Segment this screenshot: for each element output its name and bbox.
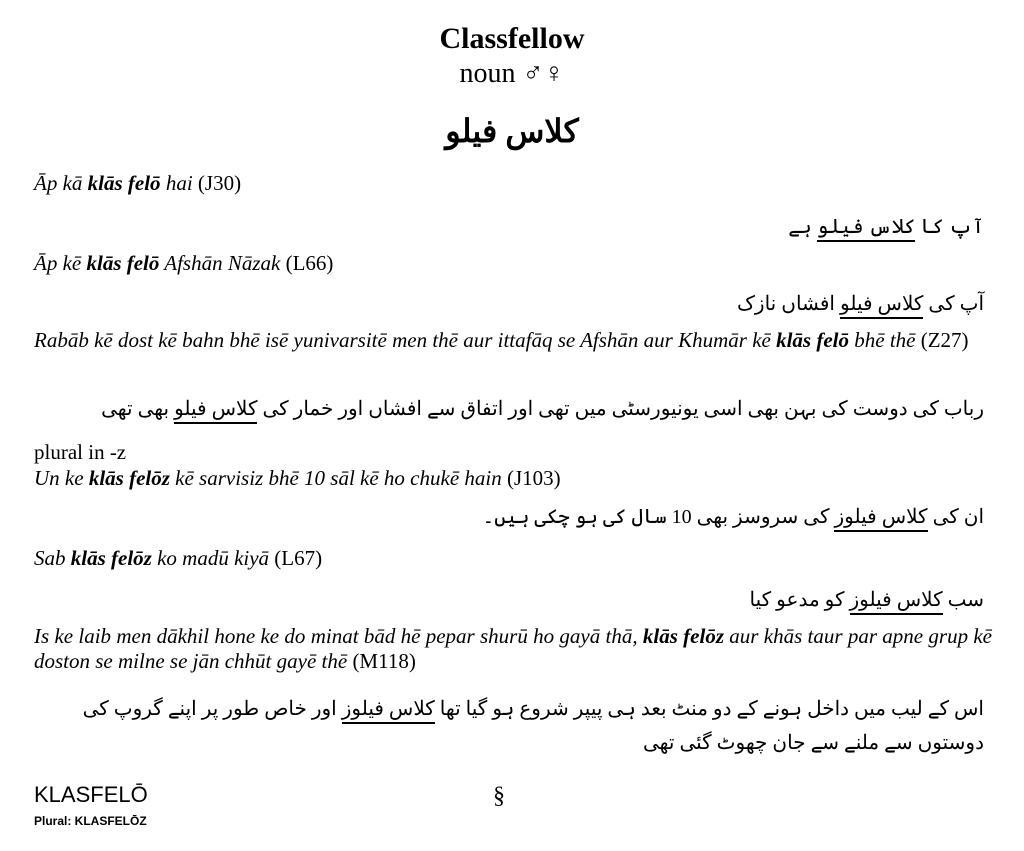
urdu-headword: کلاس فیلو <box>445 113 579 149</box>
example-romanized: Is ke laib men dākhil hone ke do minat bād hē pepar shurū ho gayā thā, klās felōz aur khās taur par apne grup kē doston se milne se jān chhūt gayē thē (M118) <box>34 624 992 673</box>
urdu-highlight: کلاس فیلو <box>840 293 923 319</box>
section-mark: § <box>493 783 505 809</box>
example-urdu: سب کلاس فیلوز کو مدعو کیا <box>34 583 984 617</box>
example-romanized: Rabāb kē dost kē bahn bhē isē yunivarsitē men thē aur ittafāq se Afshān aur Khumār kē klās felō bhē thē (Z27) <box>34 328 969 352</box>
example-urdu: اس کے لیب میں داخل ہونے کے دو منٹ بعد ہی پیپر شروع ہو گیا تھا کلاس فیلوز اور خاص طور پر اپنے گروپ کی دوستوں سے ملنے سے جان چھوٹ گئی تھی <box>82 698 984 754</box>
source-ref: (J30) <box>197 171 242 195</box>
example-romanized: Sab klās felōz ko madū kiyā (L67) <box>34 546 323 570</box>
source-ref: (M118) <box>352 649 416 673</box>
urdu-highlight: کلاس فیلو <box>817 216 916 242</box>
source-ref: (Z27) <box>920 328 969 352</box>
example-urdu: آپ کی کلاس فیلو افشاں نازک <box>34 287 984 321</box>
example-urdu: ان کی کلاس فیلوز کی سروسز بھی 10 سال کی ہو چکی ہیں۔ <box>34 500 984 534</box>
plural-note: Plural: KLASFELŌZ <box>34 814 147 828</box>
example-urdu: آپ کا کلاس فیلو ہے <box>34 210 984 244</box>
urdu-highlight: کلاس فیلوز <box>850 589 943 615</box>
part-of-speech: noun ♂♀ <box>459 58 565 89</box>
source-ref: (J103) <box>506 466 561 490</box>
urdu-highlight: کلاس فیلو <box>174 398 257 424</box>
example-romanized: Āp kā klās felō hai (J30) <box>34 171 242 195</box>
example-romanized: Un ke klās felōz kē sarvisiz bhē 10 sāl kē ho chukē hain (J103) <box>34 466 561 490</box>
urdu-highlight: کلاس فیلوز <box>342 698 435 724</box>
lemma-label: KLASFELŌ <box>34 782 148 807</box>
source-ref: (L67) <box>274 546 323 570</box>
example-urdu: رباب کی دوست کی بہن بھی اسی یونیورسٹی میں تھی اور اتفاق سے افشاں اور خمار کی کلاس فیلو بھی تھی <box>34 392 984 426</box>
urdu-highlight: کلاس فیلوز <box>834 506 927 532</box>
source-ref: (L66) <box>285 251 334 275</box>
headword: Classfellow <box>439 22 585 55</box>
example-romanized: Āp kē klās felō Afshān Nāzak (L66) <box>34 251 334 275</box>
plural-label: plural in -z <box>34 440 127 464</box>
